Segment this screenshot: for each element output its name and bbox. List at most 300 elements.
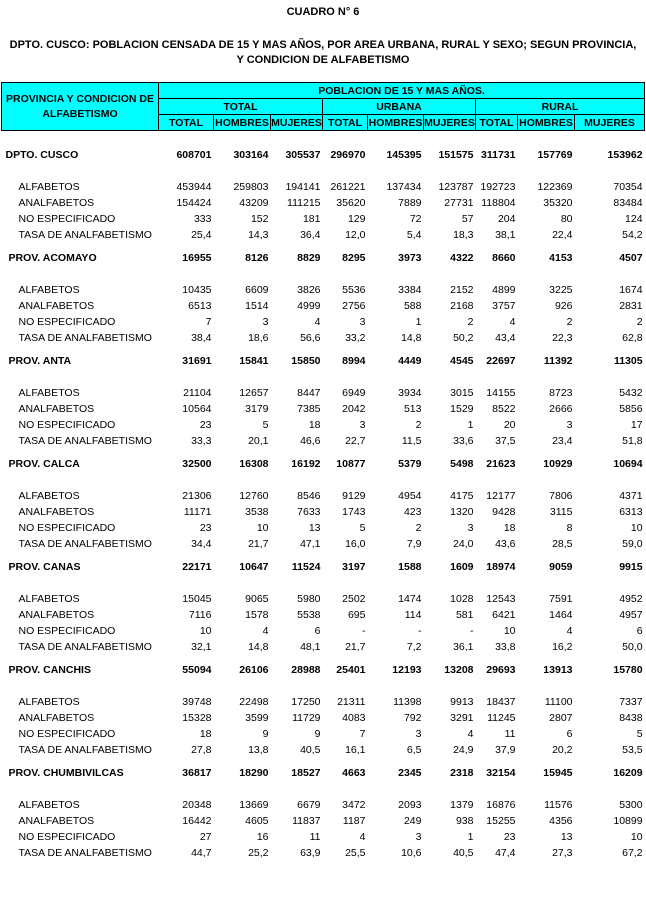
cell-value: 16	[256, 831, 269, 843]
spacer-cell	[2, 678, 645, 694]
table-row	[2, 314, 645, 330]
row-label: TASA DE ANALFABETISMO	[18, 435, 152, 447]
cell-value: 8295	[342, 252, 366, 264]
cell-value: 43,4	[495, 332, 516, 344]
subtitle-line-1: DPTO. CUSCO: POBLACION CENSADA DE 15 Y MAS AÑOS, POR AREA URBANA, RURAL Y SEXO; SEGUN PROVINCIA,	[9, 39, 637, 51]
cell-value: 10899	[613, 815, 643, 827]
cell-value: 22,4	[552, 229, 573, 241]
cell-value: 3179	[245, 403, 269, 415]
sub-header: MUJERES	[424, 116, 475, 129]
cell-value: 11305	[613, 355, 643, 367]
cell-value: 2	[566, 316, 573, 328]
cell-value: 43,6	[495, 538, 516, 550]
spacer-cell	[2, 346, 645, 353]
cell-value: 4	[359, 831, 366, 843]
row-label: ANALFABETOS	[18, 609, 95, 621]
cell-value: 55094	[182, 664, 212, 676]
cell-value: 28988	[291, 664, 321, 676]
cell-value: 22697	[486, 355, 516, 367]
cell-value: 15780	[613, 664, 643, 676]
cell-value: 2168	[450, 300, 474, 312]
cell-value: 25,5	[345, 847, 366, 859]
table-row	[2, 282, 645, 298]
cell-value: 129	[347, 213, 366, 225]
table-header	[2, 83, 645, 131]
row-label: TASA DE ANALFABETISMO	[18, 847, 152, 859]
row-label: NO ESPECIFICADO	[18, 213, 116, 225]
cell-value: 3291	[450, 712, 474, 724]
cell-value: 4	[262, 625, 269, 637]
cell-value: 8438	[619, 712, 643, 724]
cell-value: 62,8	[622, 332, 643, 344]
cell-value: 11100	[544, 696, 573, 708]
spacer-row	[2, 678, 645, 694]
cell-value: 3197	[342, 561, 366, 573]
row-label: PROV. CANAS	[8, 561, 81, 573]
cell-value: 22,3	[552, 332, 573, 344]
cell-value: 194141	[285, 181, 321, 193]
cell-value: 4507	[619, 252, 643, 264]
cell-value: 3599	[245, 712, 269, 724]
cell-value: 6	[566, 728, 573, 740]
cell-value: 27,8	[191, 744, 212, 756]
cell-value: 6,5	[406, 744, 422, 756]
cell-value: 3015	[450, 387, 474, 399]
row-label: PROV. ACOMAYO	[8, 252, 97, 264]
cell-value: 118804	[481, 197, 516, 209]
cell-value: 513	[403, 403, 422, 415]
cell-value: 423	[403, 506, 422, 518]
cell-value: 17250	[291, 696, 321, 708]
sub-header: TOTAL	[159, 115, 214, 131]
cell-value: 3	[262, 316, 269, 328]
spacer-row	[2, 575, 645, 591]
cell-value: -	[362, 625, 366, 637]
cell-value: 3384	[398, 284, 422, 296]
cell-value: 32500	[182, 458, 212, 470]
cell-value: 1	[467, 419, 474, 431]
cell-value: 5980	[297, 593, 321, 605]
cell-value: 31691	[182, 355, 212, 367]
cell-value: 9428	[492, 506, 516, 518]
cell-value: 608701	[176, 149, 212, 161]
row-label: PROV. CALCA	[8, 458, 80, 470]
cell-value: 1743	[342, 506, 366, 518]
cell-value: 11729	[292, 712, 321, 724]
cell-value: 36,1	[453, 641, 474, 653]
spacer-row	[2, 266, 645, 282]
spacer-cell	[2, 369, 645, 385]
table-row	[2, 385, 645, 401]
cell-value: 4356	[549, 815, 573, 827]
row-label: NO ESPECIFICADO	[18, 419, 116, 431]
cell-value: 22498	[239, 696, 269, 708]
cell-value: 4899	[492, 284, 516, 296]
area-header-rural: RURAL	[476, 99, 645, 115]
cell-value: 5,4	[406, 229, 422, 241]
spacer-row	[2, 243, 645, 250]
cell-value: 29693	[486, 664, 516, 676]
sub-header: MUJERES	[575, 115, 645, 131]
cell-value: 6679	[297, 799, 321, 811]
cell-value: 33,3	[191, 435, 212, 447]
spacer-row	[2, 449, 645, 456]
cell-value: 6609	[245, 284, 269, 296]
spacer-row	[2, 781, 645, 797]
cell-value: 15850	[291, 355, 321, 367]
row-label: NO ESPECIFICADO	[18, 831, 116, 843]
cell-value: 16,2	[552, 641, 573, 653]
cell-value: 16876	[486, 799, 516, 811]
cell-value: 9129	[342, 490, 366, 502]
cell-value: 3	[359, 419, 366, 431]
sub-header: HOMBRES	[519, 116, 573, 129]
cell-value: 11398	[393, 696, 422, 708]
cell-value: 10647	[239, 561, 269, 573]
cell-value: 20348	[182, 799, 212, 811]
cell-value: 33,2	[345, 332, 366, 344]
cell-value: 2502	[342, 593, 366, 605]
cell-value: 25,2	[248, 847, 269, 859]
cell-value: 13,8	[248, 744, 269, 756]
table-body	[2, 131, 645, 862]
cell-value: 35620	[336, 197, 366, 209]
cell-value: 2831	[619, 300, 643, 312]
cell-value: 22171	[182, 561, 212, 573]
cell-value: 259803	[233, 181, 269, 193]
table-row	[2, 694, 645, 710]
cell-value: 303164	[233, 149, 269, 161]
spacer-cell	[2, 266, 645, 282]
table-row	[2, 536, 645, 552]
cell-value: 12760	[239, 490, 269, 502]
cell-value: 1	[467, 831, 474, 843]
section-total-row	[2, 250, 645, 266]
cell-value: 37,9	[495, 744, 516, 756]
cell-value: 10877	[336, 458, 366, 470]
cell-value: 4	[467, 728, 474, 740]
cell-value: 311731	[481, 149, 516, 161]
cell-value: 25,4	[191, 229, 212, 241]
cell-value: 21623	[486, 458, 516, 470]
cell-value: 43209	[239, 197, 269, 209]
cell-value: 20,2	[552, 744, 573, 756]
spacer-cell	[2, 758, 645, 765]
row-label: ALFABETOS	[18, 181, 80, 193]
cell-value: 21306	[182, 490, 212, 502]
province-column-header: PROVINCIA Y CONDICION DE ALFABETISMO	[2, 83, 159, 131]
spacer-cell	[2, 472, 645, 488]
cell-value: 153962	[607, 149, 643, 161]
cell-value: 11524	[291, 561, 321, 573]
cell-value: 21104	[183, 387, 212, 399]
cell-value: 4954	[398, 490, 422, 502]
cell-value: 13913	[543, 664, 573, 676]
cell-value: 23,4	[552, 435, 573, 447]
cell-value: 23	[199, 522, 212, 534]
spacer-row	[2, 472, 645, 488]
cell-value: 7806	[549, 490, 573, 502]
cell-value: 11245	[487, 712, 516, 724]
cell-value: 40,5	[453, 847, 474, 859]
cell-value: 33,6	[453, 435, 474, 447]
cell-value: 33,8	[495, 641, 516, 653]
spacer-row	[2, 163, 645, 179]
table-row	[2, 298, 645, 314]
cell-value: 2756	[342, 300, 366, 312]
cell-value: 21,7	[248, 538, 269, 550]
cell-value: -	[470, 625, 474, 637]
cell-value: 56,6	[300, 332, 321, 344]
cell-value: 10929	[543, 458, 573, 470]
cell-value: 1578	[245, 609, 269, 621]
cell-value: 2	[415, 419, 422, 431]
cell-value: 54,2	[622, 229, 643, 241]
row-label: NO ESPECIFICADO	[18, 728, 116, 740]
cell-value: 3826	[297, 284, 321, 296]
cell-value: 792	[403, 712, 422, 724]
cell-value: 938	[455, 815, 474, 827]
cell-value: 11171	[183, 506, 212, 518]
cell-value: 3115	[549, 506, 573, 518]
cell-value: 9059	[549, 561, 573, 573]
subtitle-line-2: Y CONDICION DE ALFABETISMO	[236, 54, 410, 66]
cell-value: 2	[636, 316, 643, 328]
cell-value: 4	[566, 625, 573, 637]
cell-value: 15045	[182, 593, 212, 605]
cell-value: 4153	[549, 252, 573, 264]
cell-value: 50,0	[622, 641, 643, 653]
sub-header: TOTAL	[323, 115, 368, 131]
spacer-row	[2, 552, 645, 559]
cell-value: 12,0	[345, 229, 366, 241]
cell-value: -	[418, 625, 422, 637]
cell-value: 3	[359, 316, 366, 328]
cell-value: 10	[630, 522, 643, 534]
cell-value: 22,7	[345, 435, 366, 447]
cell-value: 695	[347, 609, 366, 621]
cell-value: 4605	[245, 815, 269, 827]
spacer-row	[2, 758, 645, 765]
cell-value: 2	[415, 522, 422, 534]
cell-value: 1028	[450, 593, 474, 605]
cell-value: 24,9	[453, 744, 474, 756]
cell-value: 27,3	[552, 847, 573, 859]
cell-value: 12177	[486, 490, 516, 502]
cell-value: 7337	[619, 696, 643, 708]
row-label: ALFABETOS	[18, 387, 80, 399]
cell-value: 14,3	[248, 229, 269, 241]
spacer-row	[2, 369, 645, 385]
cell-value: 3934	[398, 387, 422, 399]
cell-value: 9915	[619, 561, 643, 573]
cell-value: 18	[199, 728, 212, 740]
table-subtitle	[0, 38, 646, 68]
cell-value: 18,3	[453, 229, 474, 241]
row-label: ALFABETOS	[18, 799, 80, 811]
cell-value: 53,5	[622, 744, 643, 756]
spacer-row	[2, 346, 645, 353]
cell-value: 14155	[486, 387, 516, 399]
cell-value: 3	[467, 522, 474, 534]
table-row	[2, 710, 645, 726]
row-label: TASA DE ANALFABETISMO	[18, 641, 152, 653]
cell-value: 6421	[492, 609, 516, 621]
cell-value: 59,0	[622, 538, 643, 550]
cell-value: 8829	[297, 252, 321, 264]
cell-value: 11,5	[401, 435, 422, 447]
cell-value: 1187	[342, 815, 366, 827]
cell-value: 47,1	[300, 538, 321, 550]
cell-value: 4	[509, 316, 516, 328]
cell-value: 3	[566, 419, 573, 431]
cell-value: 1379	[450, 799, 474, 811]
area-header-total: TOTAL	[159, 99, 323, 115]
section-total-row	[2, 456, 645, 472]
cell-value: 1464	[549, 609, 573, 621]
cell-value: 5300	[619, 799, 643, 811]
cell-value: 154424	[176, 197, 212, 209]
table-row	[2, 504, 645, 520]
row-label: ALFABETOS	[18, 696, 80, 708]
row-label: NO ESPECIFICADO	[18, 625, 116, 637]
cell-value: 23	[199, 419, 212, 431]
cell-value: 11837	[292, 815, 321, 827]
section-total-row	[2, 662, 645, 678]
section-total-row	[2, 353, 645, 369]
cell-value: 40,5	[300, 744, 321, 756]
cell-value: 14,8	[401, 332, 422, 344]
cell-value: 261221	[330, 181, 366, 193]
table-row	[2, 813, 645, 829]
row-label: NO ESPECIFICADO	[18, 522, 116, 534]
row-label: ANALFABETOS	[18, 712, 95, 724]
cell-value: 296970	[330, 149, 366, 161]
cell-value: 3538	[245, 506, 269, 518]
cell-value: 10564	[182, 403, 212, 415]
cell-value: 27	[199, 831, 212, 843]
row-label: DPTO. CUSCO	[5, 149, 79, 161]
table-row	[2, 433, 645, 449]
cell-value: 5	[359, 522, 366, 534]
table-row	[2, 591, 645, 607]
cell-value: 1529	[450, 403, 474, 415]
cell-value: 26106	[239, 664, 269, 676]
cell-value: 16,1	[345, 744, 366, 756]
cell-value: 3757	[492, 300, 516, 312]
cell-value: 10	[256, 522, 269, 534]
cell-value: 5856	[619, 403, 643, 415]
section-total-row	[2, 147, 645, 163]
table-row	[2, 227, 645, 243]
cell-value: 11	[309, 831, 321, 843]
table-row	[2, 623, 645, 639]
cell-value: 3225	[549, 284, 573, 296]
cell-value: 18974	[486, 561, 516, 573]
spacer-cell	[2, 552, 645, 559]
cell-value: 8522	[492, 403, 516, 415]
cell-value: 20,1	[248, 435, 269, 447]
cell-value: 157769	[537, 149, 573, 161]
cell-value: 17	[630, 419, 643, 431]
cell-value: 5498	[450, 458, 474, 470]
cell-value: 4322	[450, 252, 474, 264]
cell-value: 38,1	[495, 229, 516, 241]
cell-value: 38,4	[191, 332, 212, 344]
spacer-cell	[2, 449, 645, 456]
cell-value: 16308	[239, 458, 269, 470]
cell-value: 10	[503, 625, 516, 637]
cell-value: 44,7	[191, 847, 212, 859]
cell-value: 9	[314, 728, 321, 740]
cell-value: 1320	[450, 506, 474, 518]
cell-value: 152	[250, 213, 269, 225]
row-label: NO ESPECIFICADO	[18, 316, 116, 328]
table-row	[2, 726, 645, 742]
table-row	[2, 330, 645, 346]
cell-value: 46,6	[300, 435, 321, 447]
cell-value: 18	[308, 419, 321, 431]
row-label: ANALFABETOS	[18, 300, 95, 312]
cell-value: 8660	[492, 252, 516, 264]
cell-value: 4999	[297, 300, 321, 312]
table-row	[2, 401, 645, 417]
cell-value: 5	[262, 419, 269, 431]
cell-value: 12543	[486, 593, 516, 605]
cell-value: 13	[560, 831, 573, 843]
cell-value: 10435	[182, 284, 212, 296]
cell-value: 11576	[544, 799, 573, 811]
table-row	[2, 607, 645, 623]
cell-value: 7	[205, 316, 212, 328]
spacer-row	[2, 131, 645, 148]
cell-value: 80	[560, 213, 573, 225]
cell-value: 8	[566, 522, 573, 534]
area-header-urbana: URBANA	[323, 99, 476, 115]
cell-value: 13208	[444, 664, 474, 676]
row-label: TASA DE ANALFABETISMO	[18, 538, 152, 550]
cell-value: 8994	[342, 355, 366, 367]
cell-value: 6	[314, 625, 321, 637]
spacer-cell	[2, 575, 645, 591]
cell-value: 18437	[486, 696, 516, 708]
cell-value: 72	[409, 213, 422, 225]
cell-value: 36,4	[300, 229, 321, 241]
cell-value: 453944	[176, 181, 212, 193]
cell-value: 2666	[549, 403, 573, 415]
cell-value: 2345	[398, 767, 422, 779]
row-label: TASA DE ANALFABETISMO	[18, 229, 152, 241]
cell-value: 1588	[398, 561, 422, 573]
row-label: TASA DE ANALFABETISMO	[18, 332, 152, 344]
table-row	[2, 639, 645, 655]
cell-value: 21311	[337, 696, 366, 708]
cell-value: 588	[403, 300, 422, 312]
cell-value: 67,2	[622, 847, 643, 859]
cell-value: 3973	[398, 252, 422, 264]
cell-value: 16209	[613, 767, 643, 779]
section-total-row	[2, 765, 645, 781]
cell-value: 16,0	[345, 538, 366, 550]
cell-value: 192723	[480, 181, 516, 193]
table-row	[2, 195, 645, 211]
cell-value: 6513	[188, 300, 212, 312]
cell-value: 7889	[398, 197, 422, 209]
cell-value: 2042	[342, 403, 366, 415]
cell-value: 28,5	[552, 538, 573, 550]
cell-value: 15255	[486, 815, 516, 827]
spacer-cell	[2, 243, 645, 250]
